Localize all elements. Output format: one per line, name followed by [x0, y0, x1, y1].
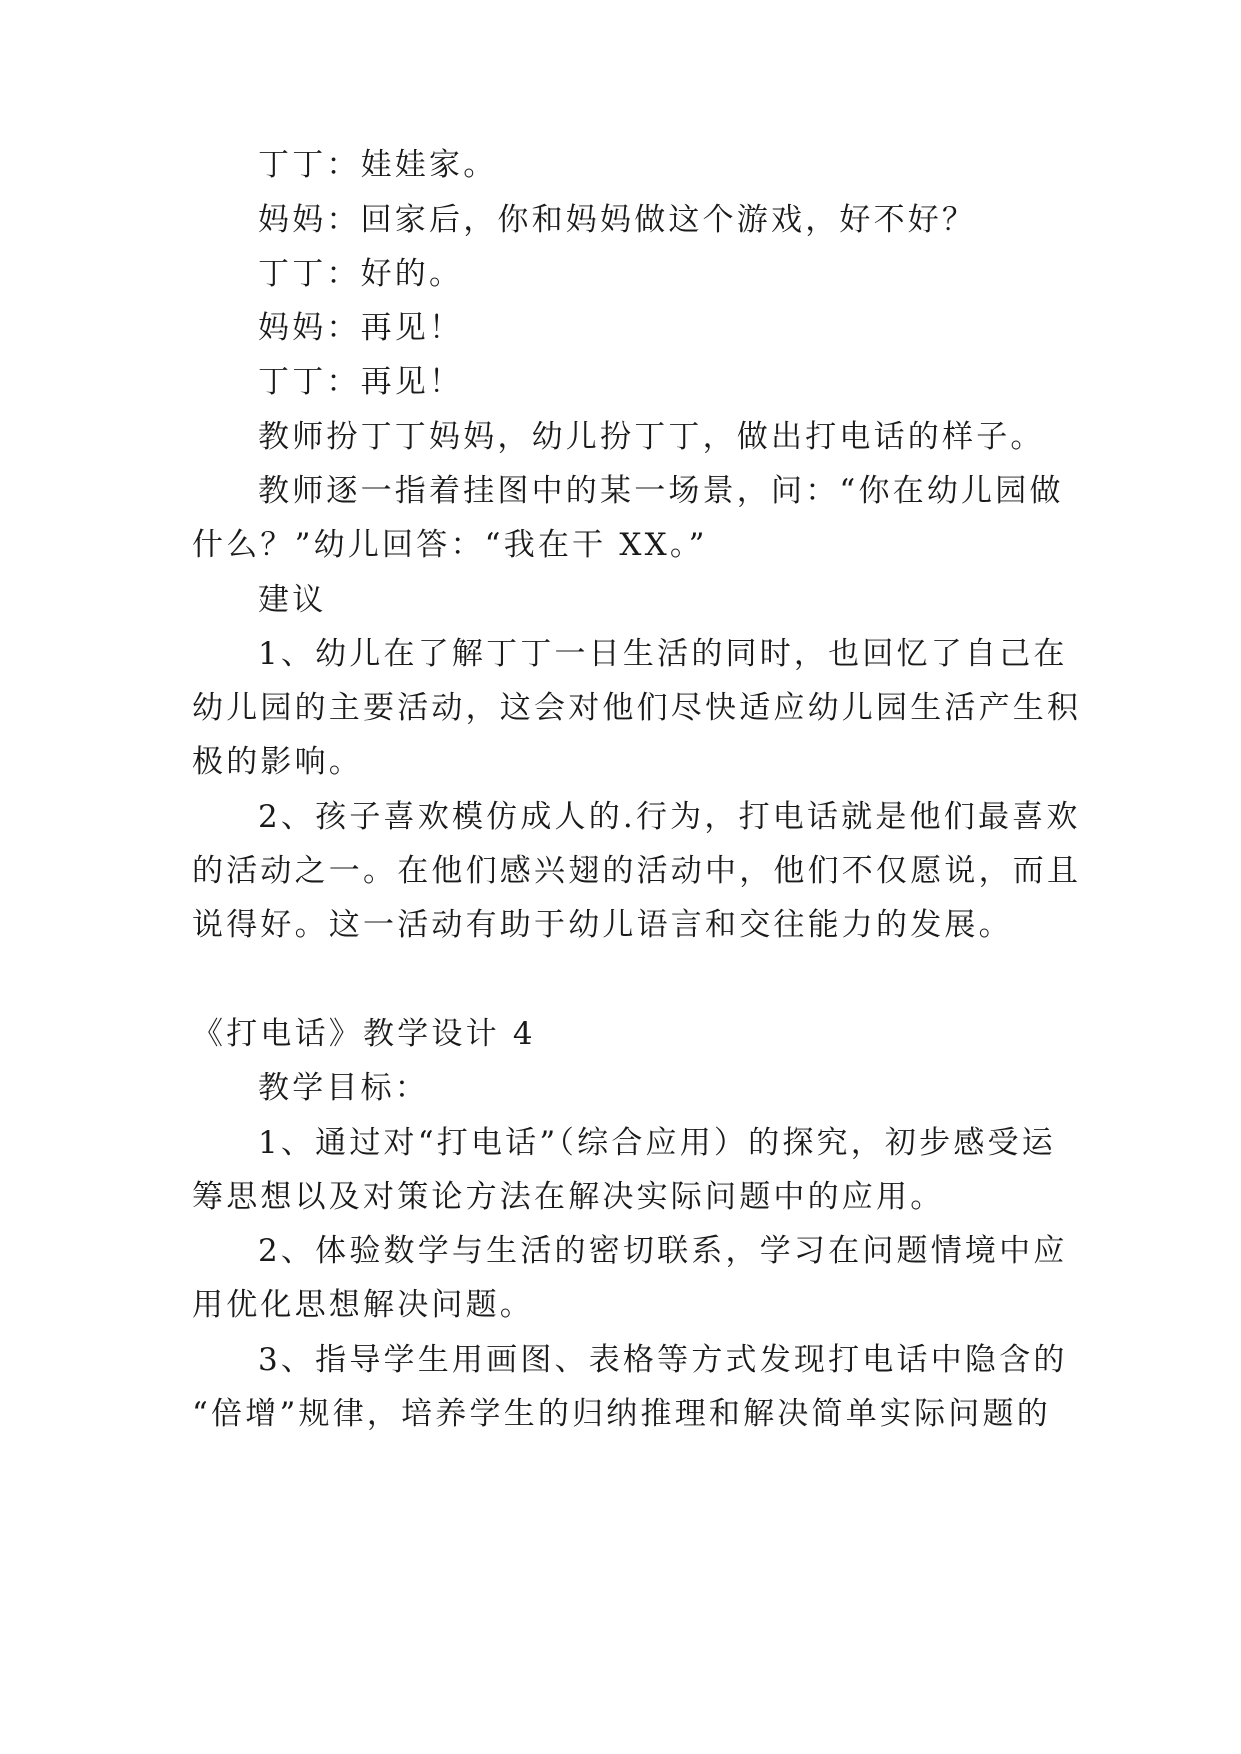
paragraph-line: 3、指导学生用画图、表格等方式发现打电话中隐含的 — [258, 1342, 1068, 1378]
paragraph-line: 筹思想以及对策论方法在解决实际问题中的应用。 — [192, 1179, 945, 1215]
paragraph-line: 的活动之一。在他们感兴翅的活动中，他们不仅愿说，而且 — [192, 853, 1082, 889]
paragraph-line: “倍增”规律，培养学生的归纳推理和解决简单实际问题的 — [192, 1396, 1051, 1432]
dialogue-line: 丁丁：娃娃家。 — [258, 147, 498, 183]
section-heading: 建议 — [258, 582, 327, 618]
paragraph-line: 用优化思想解决问题。 — [192, 1287, 534, 1323]
paragraph-line: 极的影响。 — [192, 744, 363, 780]
dialogue-line: 妈妈：再见！ — [258, 310, 464, 346]
paragraph-line: 说得好。这一活动有助于幼儿语言和交往能力的发展。 — [192, 907, 1013, 943]
paragraph-line: 1、幼儿在了解丁丁一日生活的同时，也回忆了自己在 — [258, 636, 1068, 672]
section-title: 《打电话》教学设计 4 — [192, 1016, 536, 1052]
paragraph-line: 什么？”幼儿回答：“我在干 XX。” — [192, 527, 708, 563]
paragraph-line: 2、体验数学与生活的密切联系，学习在问题情境中应 — [258, 1233, 1068, 1269]
dialogue-line: 丁丁：好的。 — [258, 256, 464, 292]
paragraph-line: 幼儿园的主要活动，这会对他们尽快适应幼儿园生活产生积 — [192, 690, 1082, 726]
paragraph-line: 教师扮丁丁妈妈，幼儿扮丁丁，做出打电话的样子。 — [258, 419, 1045, 455]
paragraph-line: 教师逐一指着挂图中的某一场景，问：“你在幼儿园做 — [258, 473, 1064, 509]
paragraph-line: 2、孩子喜欢模仿成人的.行为，打电话就是他们最喜欢 — [258, 799, 1081, 835]
section-heading: 教学目标： — [258, 1070, 429, 1106]
dialogue-line: 丁丁：再见！ — [258, 364, 464, 400]
dialogue-line: 妈妈：回家后，你和妈妈做这个游戏，好不好？ — [258, 202, 977, 238]
paragraph-line: 1、通过对“打电话”（综合应用）的探究，初步感受运 — [258, 1125, 1056, 1161]
